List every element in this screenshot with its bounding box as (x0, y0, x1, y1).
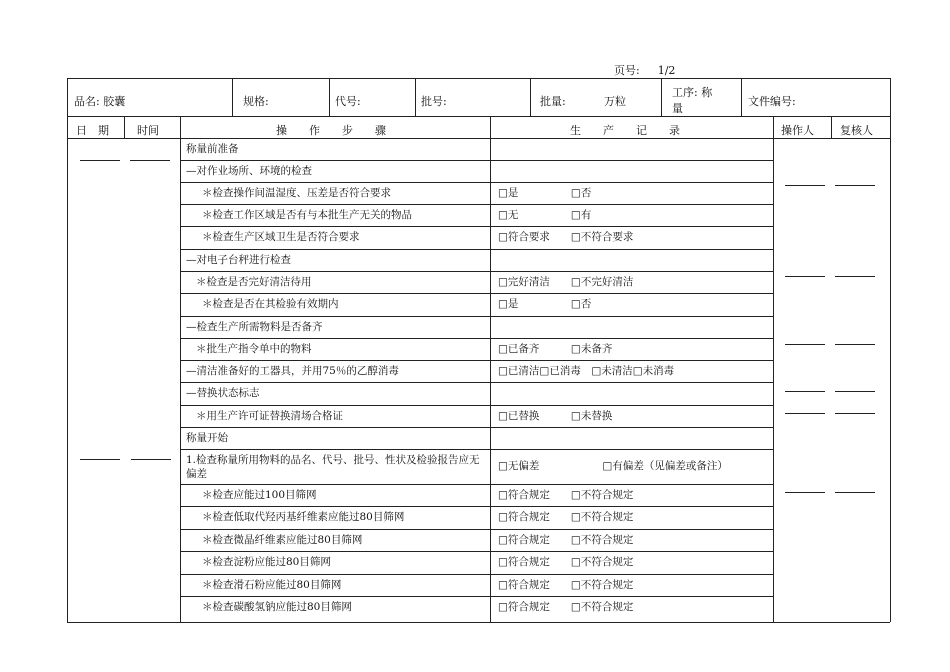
header-cell-divider (741, 78, 742, 116)
reviewer-signature-blank[interactable] (835, 276, 875, 277)
operator-signature-blank[interactable] (785, 413, 825, 414)
header-batch-qty-value: 万粒 (604, 95, 626, 108)
step-text: 称量前准备 (186, 142, 239, 155)
row-divider (180, 382, 773, 383)
step-text: ＊检查滑石粉应能过80目筛网 (202, 578, 342, 591)
row-divider (180, 529, 773, 530)
header-process: 工序: 称 (672, 86, 713, 99)
col-record: 生 产 记 录 (570, 124, 680, 137)
step-text: ＊检查微晶纤维素应能过80目筛网 (202, 533, 363, 546)
row-divider (180, 405, 773, 406)
step-text: —对电子台秤进行检查 (186, 253, 291, 266)
header-code: 代号: (335, 95, 361, 108)
step-text: —对作业场所、环境的检查 (186, 164, 312, 177)
col-divider-time (180, 116, 181, 622)
record-text: □符合规定 □不符合规定 (498, 556, 634, 568)
step-text: 1.检查称量所用物料的品名、代号、批号、性状及检验报告应无偏差 (186, 454, 480, 480)
header-spec: 规格: (243, 95, 269, 108)
row-divider (180, 226, 773, 227)
step-text: ＊检查是否在其检验有效期内 (202, 298, 339, 310)
row-divider (180, 506, 773, 507)
step-text: ＊检查低取代羟丙基纤维素应能过80目筛网 (202, 511, 405, 523)
row-divider (180, 204, 773, 205)
reviewer-signature-blank[interactable] (835, 391, 875, 392)
step-text: ＊检查工作区域是否有与本批生产无关的物品 (202, 208, 412, 221)
record-text: □已备齐 □未备齐 (498, 342, 613, 355)
step-text: ＊检查是否完好清洁待用 (196, 275, 312, 288)
time-blank[interactable] (130, 160, 170, 161)
step-text: ＊检查生产区域卫生是否符合要求 (202, 231, 360, 243)
header-doc-no: 文件编号: (748, 95, 796, 108)
page-number-value: 1/2 (657, 64, 676, 77)
row-divider (180, 316, 773, 317)
step-text: ＊检查应能过100目筛网 (202, 488, 317, 501)
record-text: □符合规定 □不符合规定 (498, 533, 634, 546)
reviewer-signature-blank[interactable] (835, 344, 875, 345)
row-divider (180, 182, 773, 183)
step-text: ＊检查淀粉应能过80目筛网 (202, 556, 331, 568)
row-divider (180, 484, 773, 485)
operator-signature-blank[interactable] (785, 391, 825, 392)
header-cell-divider (530, 78, 531, 116)
record-text: □无偏差 □有偏差（见偏差或备注） (498, 460, 728, 472)
row-divider (180, 338, 773, 339)
record-text: □已替换 □未替换 (498, 409, 613, 422)
col-divider-operator (831, 116, 832, 138)
step-text: —替换状态标志 (186, 387, 260, 399)
table-border-bottom (67, 622, 890, 623)
col-steps: 操 作 步 骤 (276, 124, 386, 137)
row-divider (180, 360, 773, 361)
col-reviewer: 复核人 (840, 124, 873, 137)
header-product: 品名: 胶囊 (74, 95, 126, 108)
record-text: □完好清洁 □不完好清洁 (498, 275, 634, 288)
row-divider (180, 574, 773, 575)
row-divider (180, 271, 773, 272)
step-text: ＊批生产指令单中的物料 (196, 342, 312, 355)
operator-signature-blank[interactable] (785, 492, 825, 493)
record-text: □符合规定 □不符合规定 (498, 511, 634, 523)
header-divider (67, 116, 890, 117)
table-border-right (890, 78, 891, 622)
row-divider (180, 427, 773, 428)
step-text: ＊用生产许可证替换清场合格证 (196, 409, 343, 422)
col-divider-record (773, 116, 774, 622)
col-divider-steps (490, 116, 491, 622)
date-blank[interactable] (80, 160, 120, 161)
row-divider (180, 596, 773, 597)
row-divider (180, 449, 773, 450)
step-text: ＊检查操作间温湿度、压差是否符合要求 (202, 186, 391, 199)
page-number-label: 页号: (614, 64, 640, 77)
row-divider (180, 160, 773, 161)
step-text: ＊检查碳酸氢钠应能过80目筛网 (202, 600, 352, 613)
record-text: □符合规定 □不符合规定 (498, 488, 634, 501)
step-text: —检查生产所需物料是否备齐 (186, 320, 323, 333)
operator-signature-blank[interactable] (785, 276, 825, 277)
header-cell-divider (232, 78, 233, 116)
reviewer-signature-blank[interactable] (835, 413, 875, 414)
col-date: 日 期 (76, 124, 109, 137)
record-text: □符合规定 □不符合规定 (498, 578, 634, 591)
record-text: □符合要求 □不符合要求 (498, 231, 634, 243)
step-text: 称量开始 (186, 431, 228, 444)
record-text: □符合规定 □不符合规定 (498, 600, 634, 613)
col-divider-date (124, 116, 125, 138)
header-cell-divider (329, 78, 330, 116)
record-text: □已清洁□已消毒 □未清洁□未消毒 (498, 364, 675, 377)
header-process-cont: 量 (672, 102, 683, 115)
row-divider (180, 551, 773, 552)
reviewer-signature-blank[interactable] (835, 185, 875, 186)
operator-signature-blank[interactable] (785, 344, 825, 345)
step-text: —清洁准备好的工器具，并用75％的乙醇消毒 (186, 364, 399, 377)
reviewer-signature-blank[interactable] (835, 492, 875, 493)
record-text: □是 □否 (498, 186, 592, 199)
record-text: □无 □有 (498, 208, 592, 221)
header-batch-qty: 批量: (540, 95, 566, 108)
table-border-left (67, 78, 68, 622)
col-time: 时间 (137, 124, 159, 137)
row-divider (180, 293, 773, 294)
date-blank[interactable] (80, 459, 120, 460)
table-border-top (67, 78, 890, 79)
header-cell-divider (661, 78, 662, 116)
time-blank[interactable] (131, 459, 171, 460)
record-text: □是 □否 (498, 298, 592, 310)
page-number (614, 62, 675, 78)
operator-signature-blank[interactable] (785, 185, 825, 186)
header-batch-no: 批号: (421, 95, 447, 108)
row-divider (180, 249, 773, 250)
header-cell-divider (415, 78, 416, 116)
col-operator: 操作人 (781, 124, 814, 137)
column-header-divider (67, 138, 890, 139)
